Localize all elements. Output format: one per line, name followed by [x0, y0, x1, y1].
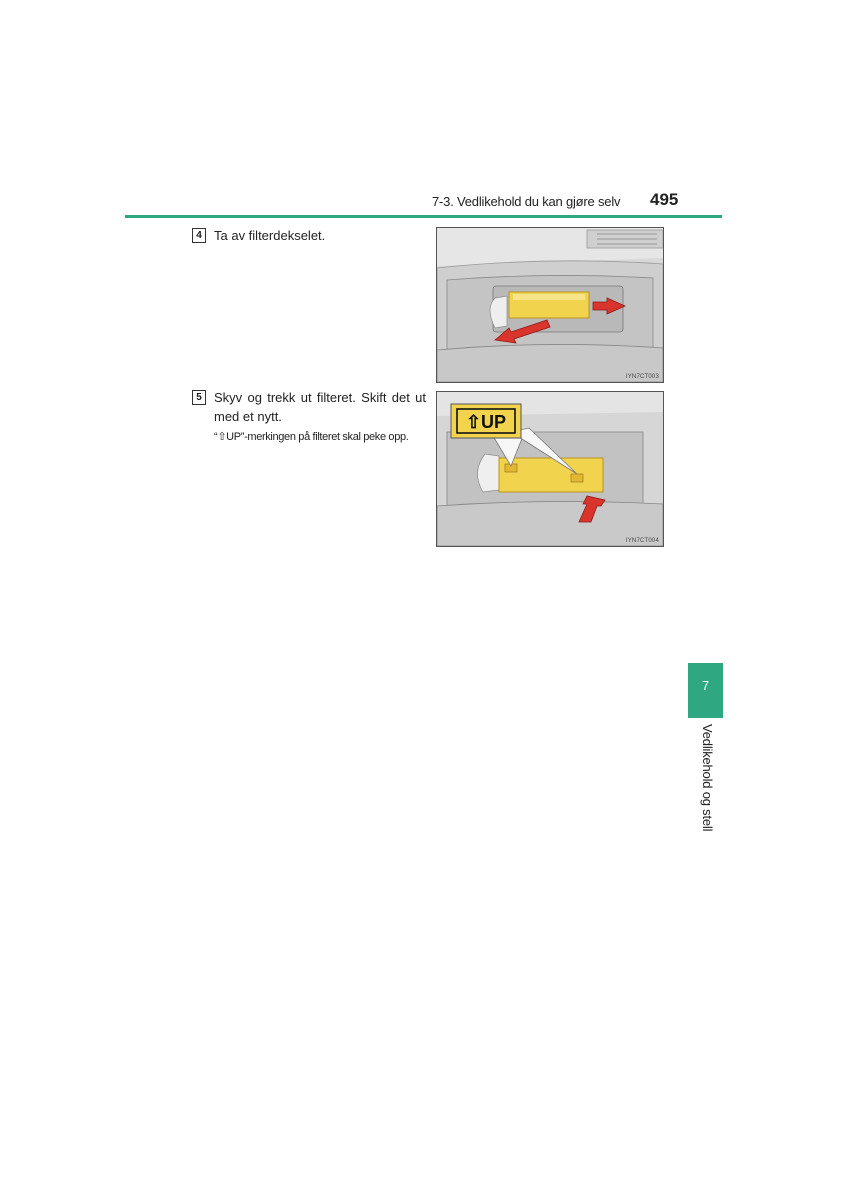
- figure-code: IYN7CT003: [625, 374, 659, 380]
- step-number: 5: [192, 390, 206, 405]
- header-rule: [125, 215, 722, 218]
- header-section-title: 7-3. Vedlikehold du kan gjøre selv: [432, 194, 621, 209]
- chapter-title: Vedlikehold og stell: [700, 724, 715, 832]
- page-number: 495: [650, 190, 679, 209]
- figure-step-5: [436, 391, 664, 547]
- step-text: Skyv og trekk ut filteret. Skift det ut med et nytt.: [214, 390, 426, 424]
- glovebox-illustration: [437, 228, 663, 382]
- chapter-tab: 7: [688, 663, 723, 718]
- step-number: 4: [192, 228, 206, 243]
- filter-removal-illustration: [437, 392, 663, 546]
- figure-code: IYN7CT004: [625, 538, 659, 544]
- step-note: “⇧UP”-merkingen på filteret skal peke opp.: [214, 431, 409, 443]
- step-text: Ta av filterdekselet.: [214, 228, 326, 243]
- figure-step-4: [436, 227, 664, 383]
- callout-label: ⇧UP: [465, 412, 507, 432]
